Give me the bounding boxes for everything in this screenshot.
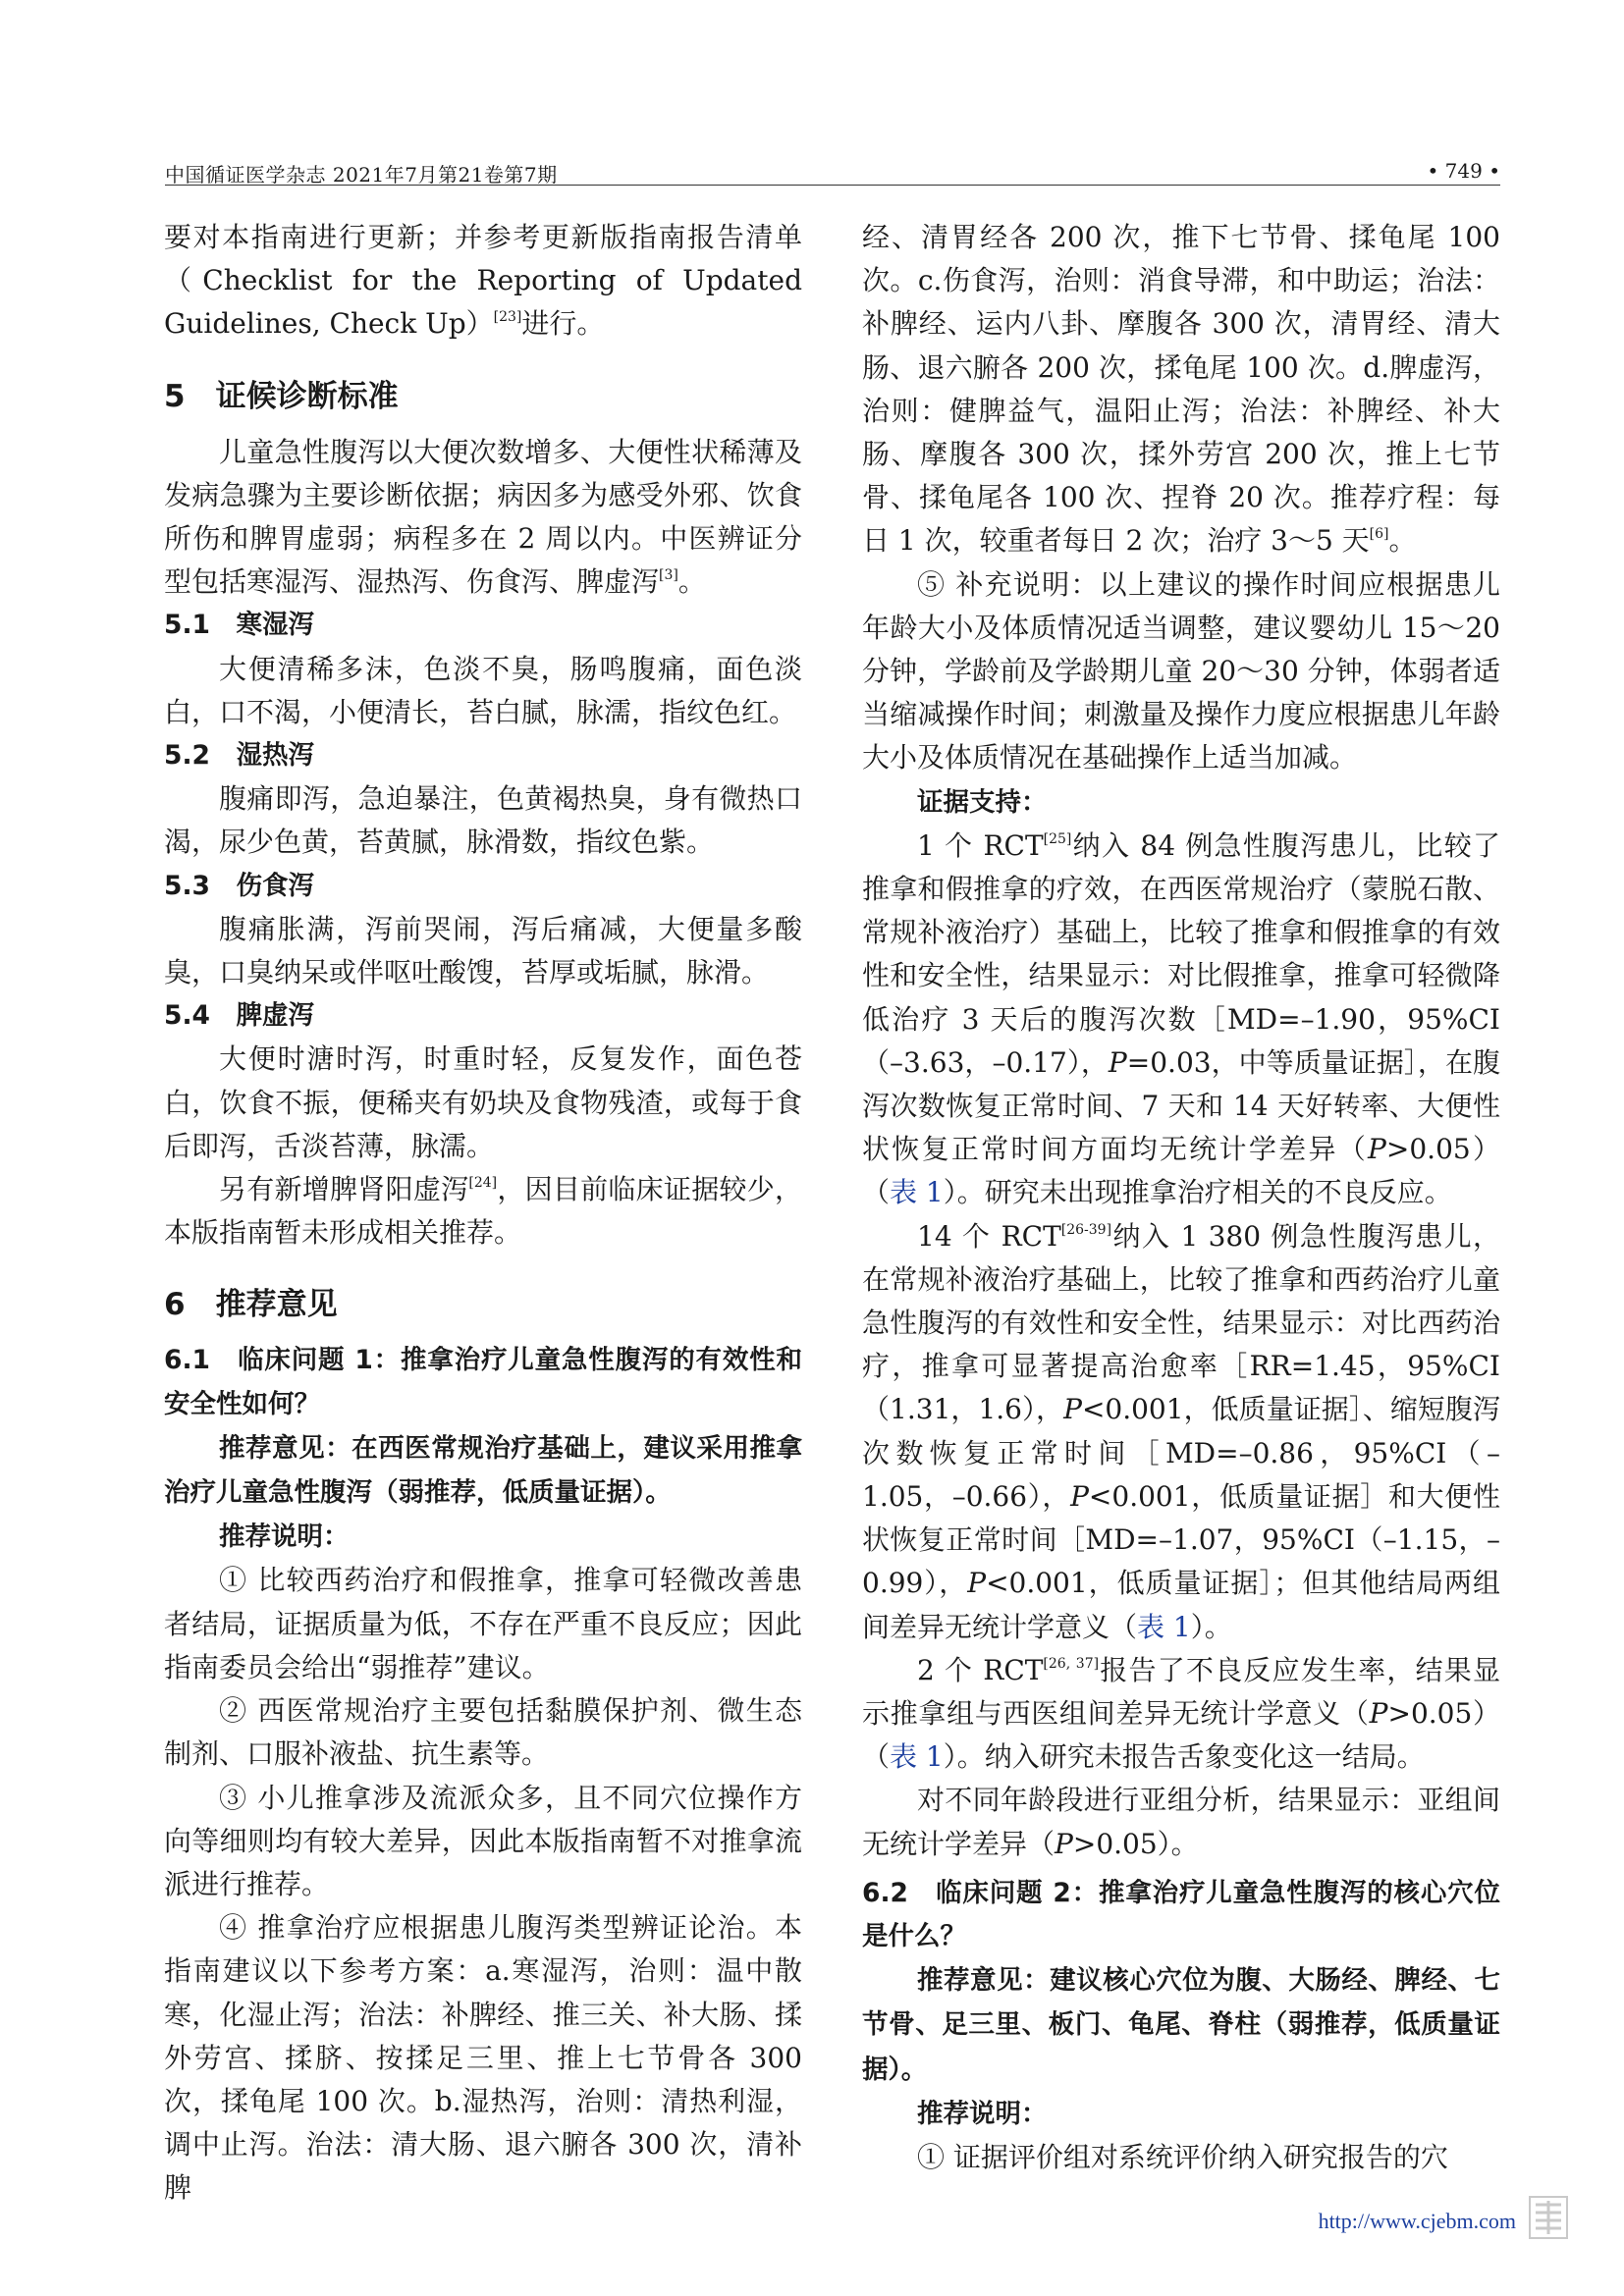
subsection-heading-5-4: 5.4 脾虚泻 <box>164 1000 314 1032</box>
paragraph-5-3: 腹痛胀满，泻前哭闹，泻后痛减，大便量多酸臭，口臭纳呆或伴呕吐酸馊，苔厚或垢腻，脉滑。 <box>164 912 802 989</box>
subsection-heading-6-1: 6.1 临床问题 1：推拿治疗儿童急性腹泻的有效性和安全性如何？ <box>164 1345 802 1419</box>
section-heading-6: 6 推荐意见 <box>164 1287 338 1323</box>
paragraph-continued: 经、清胃经各 200 次，推下七节骨、揉龟尾 100 次。c.伤食泻，治则：消食导滞，和中助运；治法：补脾经、运内八卦、摩腹各 300 次，清胃经、清大肠、退六腑各 200 次，揉龟尾 100 次。d.脾虚泻，治则：健脾益气，温阳止泻；治法：补脾经、补大肠、摩腹各 300 次，揉外劳宫 200 次，推上七节骨、揉龟尾各 100 次、捏脊 20 次。推荐疗程：每日 1 次，较重者每日 2 次；治疗 3～5 天[6]。 <box>862 221 1500 558</box>
explanation-4: ④ 推拿治疗应根据患儿腹泻类型辨证论治。本指南建议以下参考方案：a.寒湿泻，治则：温中散寒，化湿止泻；治法：补脾经、推三关、补大肠、揉外劳宫、揉脐、按揉足三里、推上七节骨各 300 次，揉龟尾 100 次。b.湿热泻，治则：清热利湿，调中止泻。治法：清大肠、退六腑各 300 次，清补脾 <box>164 1911 802 2205</box>
explanation-2: ② 西医常规治疗主要包括黏膜保护剂、微生态制剂、口服补液盐、抗生素等。 <box>164 1694 802 1771</box>
subsection-heading-5-3: 5.3 伤食泻 <box>164 870 314 901</box>
journal-logo-icon <box>1528 2195 1569 2240</box>
table-link[interactable]: 表 1 <box>1137 1610 1191 1643</box>
evidence-label: 证据支持： <box>917 786 1048 818</box>
paragraph-5-2: 腹痛即泻，急迫暴注，色黄褐热臭，身有微热口渴，尿少色黄，苔黄腻，脉滑数，指纹色紫。 <box>164 782 802 859</box>
paragraph-5-extra: 另有新增脾肾阳虚泻[24]，因目前临床证据较少，本版指南暂未形成相关推荐。 <box>164 1173 802 1250</box>
explanation-1: ① 比较西药治疗和假推拿，推拿可轻微改善患者结局，证据质量为低，不存在严重不良反应；因此指南委员会给出“弱推荐”建议。 <box>164 1564 802 1683</box>
citation[interactable]: [26-39] <box>1060 1221 1112 1238</box>
page-number: • 749 • <box>1427 159 1500 183</box>
citation[interactable]: [23] <box>493 309 522 326</box>
subsection-heading-5-2: 5.2 湿热泻 <box>164 740 314 772</box>
evidence-paragraph-3: 2 个 RCT[26, 37]报告了不良反应发生率，结果显示推拿组与西医组间差异无统计学意义（P>0.05）（表 1）。纳入研究未报告舌象变化这一结局。 <box>862 1653 1500 1774</box>
explanation-label-2: 推荐说明： <box>917 2098 1048 2129</box>
paragraph-intro: 要对本指南进行更新；并参考更新版指南报告清单（Checklist for the Reporting of Updated Guidelines, Check Up）[23]进行。 <box>164 221 802 341</box>
table-link[interactable]: 表 1 <box>890 1176 944 1209</box>
citation[interactable]: [25] <box>1043 830 1072 847</box>
journal-title: 中国循证医学杂志 2021年7月第21卷第7期 <box>165 163 558 187</box>
paragraph-5-4: 大便时溏时泻，时重时轻，反复发作，面色苍白，饮食不振，便稀夹有奶块及食物残渣，或每于食后即泻，舌淡苔薄，脉濡。 <box>164 1042 802 1162</box>
recommendation-6-1: 推荐意见：在西医常规治疗基础上，建议采用推拿治疗儿童急性腹泻（弱推荐，低质量证据）。 <box>164 1432 803 1509</box>
running-header <box>165 155 1500 186</box>
recommendation-6-2: 推荐意见：建议核心穴位为腹、大肠经、脾经、七节骨、足三里、板门、龟尾、脊柱（弱推荐，低质量证据）。 <box>862 1965 1501 2085</box>
explanation-6-2-1: ① 证据评价组对系统评价纳入研究报告的穴 <box>917 2140 1448 2173</box>
evidence-paragraph-1: 1 个 RCT[25]纳入 84 例急性腹泻患儿，比较了推拿和假推拿的疗效，在西医常规治疗（蒙脱石散、常规补液治疗）基础上，比较了推拿和假推拿的有效性和安全性，结果显示：对比假推拿，推拿可轻微降低治疗 3 天后的腹泻次数［MD=–1.90，95%CI（–3.63，–0.17），P=0.03，中等质量证据］，在腹泻次数恢复正常时间、7 天和 14 天好转率、大便性状恢复正常时间方面均无统计学差异（P>0.05）（表 1）。研究未出现推拿治疗相关的不良反应。 <box>862 828 1500 1209</box>
citation[interactable]: [26, 37] <box>1043 1655 1100 1672</box>
section-heading-5: 5 证候诊断标准 <box>164 378 399 414</box>
paragraph-5-1: 大便清稀多沫，色淡不臭，肠鸣腹痛，面色淡白，口不渴，小便清长，苔白腻，脉濡，指纹色红。 <box>164 652 802 728</box>
evidence-paragraph-2: 14 个 RCT[26-39]纳入 1 380 例急性腹泻患儿，在常规补液治疗基础上，比较了推拿和西药治疗儿童急性腹泻的有效性和安全性，结果显示：对比西药治疗，推拿可显著提高治愈率［RR=1.45，95%CI（1.31，1.6），P<0.001，低质量证据］、缩短腹泻次数恢复正常时间［MD=–0.86，95%CI（–1.05，–0.66），P<0.001，低质量证据］和大便性状恢复正常时间［MD=–1.07，95%CI（–1.15，–0.99），P<0.001，低质量证据］；但其他结局两组间差异无统计学意义（表 1）。 <box>862 1219 1500 1643</box>
citation[interactable]: [3] <box>659 567 678 584</box>
explanation-5: ⑤ 补充说明：以上建议的操作时间应根据患儿年龄大小及体质情况适当调整，建议婴幼儿 15～20 分钟，学龄前及学龄期儿童 20～30 分钟，体弱者适当缩减操作时间；刺激量及操作力度应根据患儿年龄大小及体质情况在基础操作上适当加减。 <box>862 567 1500 774</box>
citation[interactable]: [24] <box>468 1175 498 1192</box>
table-link[interactable]: 表 1 <box>890 1740 944 1774</box>
subsection-heading-5-1: 5.1 寒湿泻 <box>164 610 314 641</box>
paragraph-5: 儿童急性腹泻以大便次数增多、大便性状稀薄及发病急骤为主要诊断依据；病因多为感受外邪、饮食所伤和脾胃虚弱；病程多在 2 周以内。中医辨证分型包括寒湿泻、湿热泻、伤食泻、脾虚泻[3]。 <box>164 435 802 599</box>
subsection-heading-6-2: 6.2 临床问题 2：推拿治疗儿童急性腹泻的核心穴位是什么？ <box>862 1877 1500 1951</box>
left-column <box>164 216 802 2211</box>
evidence-paragraph-4: 对不同年龄段进行亚组分析，结果显示：亚组间无统计学差异（P>0.05）。 <box>862 1784 1500 1860</box>
journal-url-link[interactable]: http://www.cjebm.com <box>1318 2209 1516 2233</box>
right-column <box>862 216 1500 2179</box>
citation[interactable]: [6] <box>1369 526 1389 543</box>
explanation-3: ③ 小儿推拿涉及流派众多，且不同穴位操作方向等细则均有较大差异，因此本版指南暂不对推拿流派进行推荐。 <box>164 1781 802 1900</box>
explanation-label: 推荐说明： <box>219 1522 350 1553</box>
